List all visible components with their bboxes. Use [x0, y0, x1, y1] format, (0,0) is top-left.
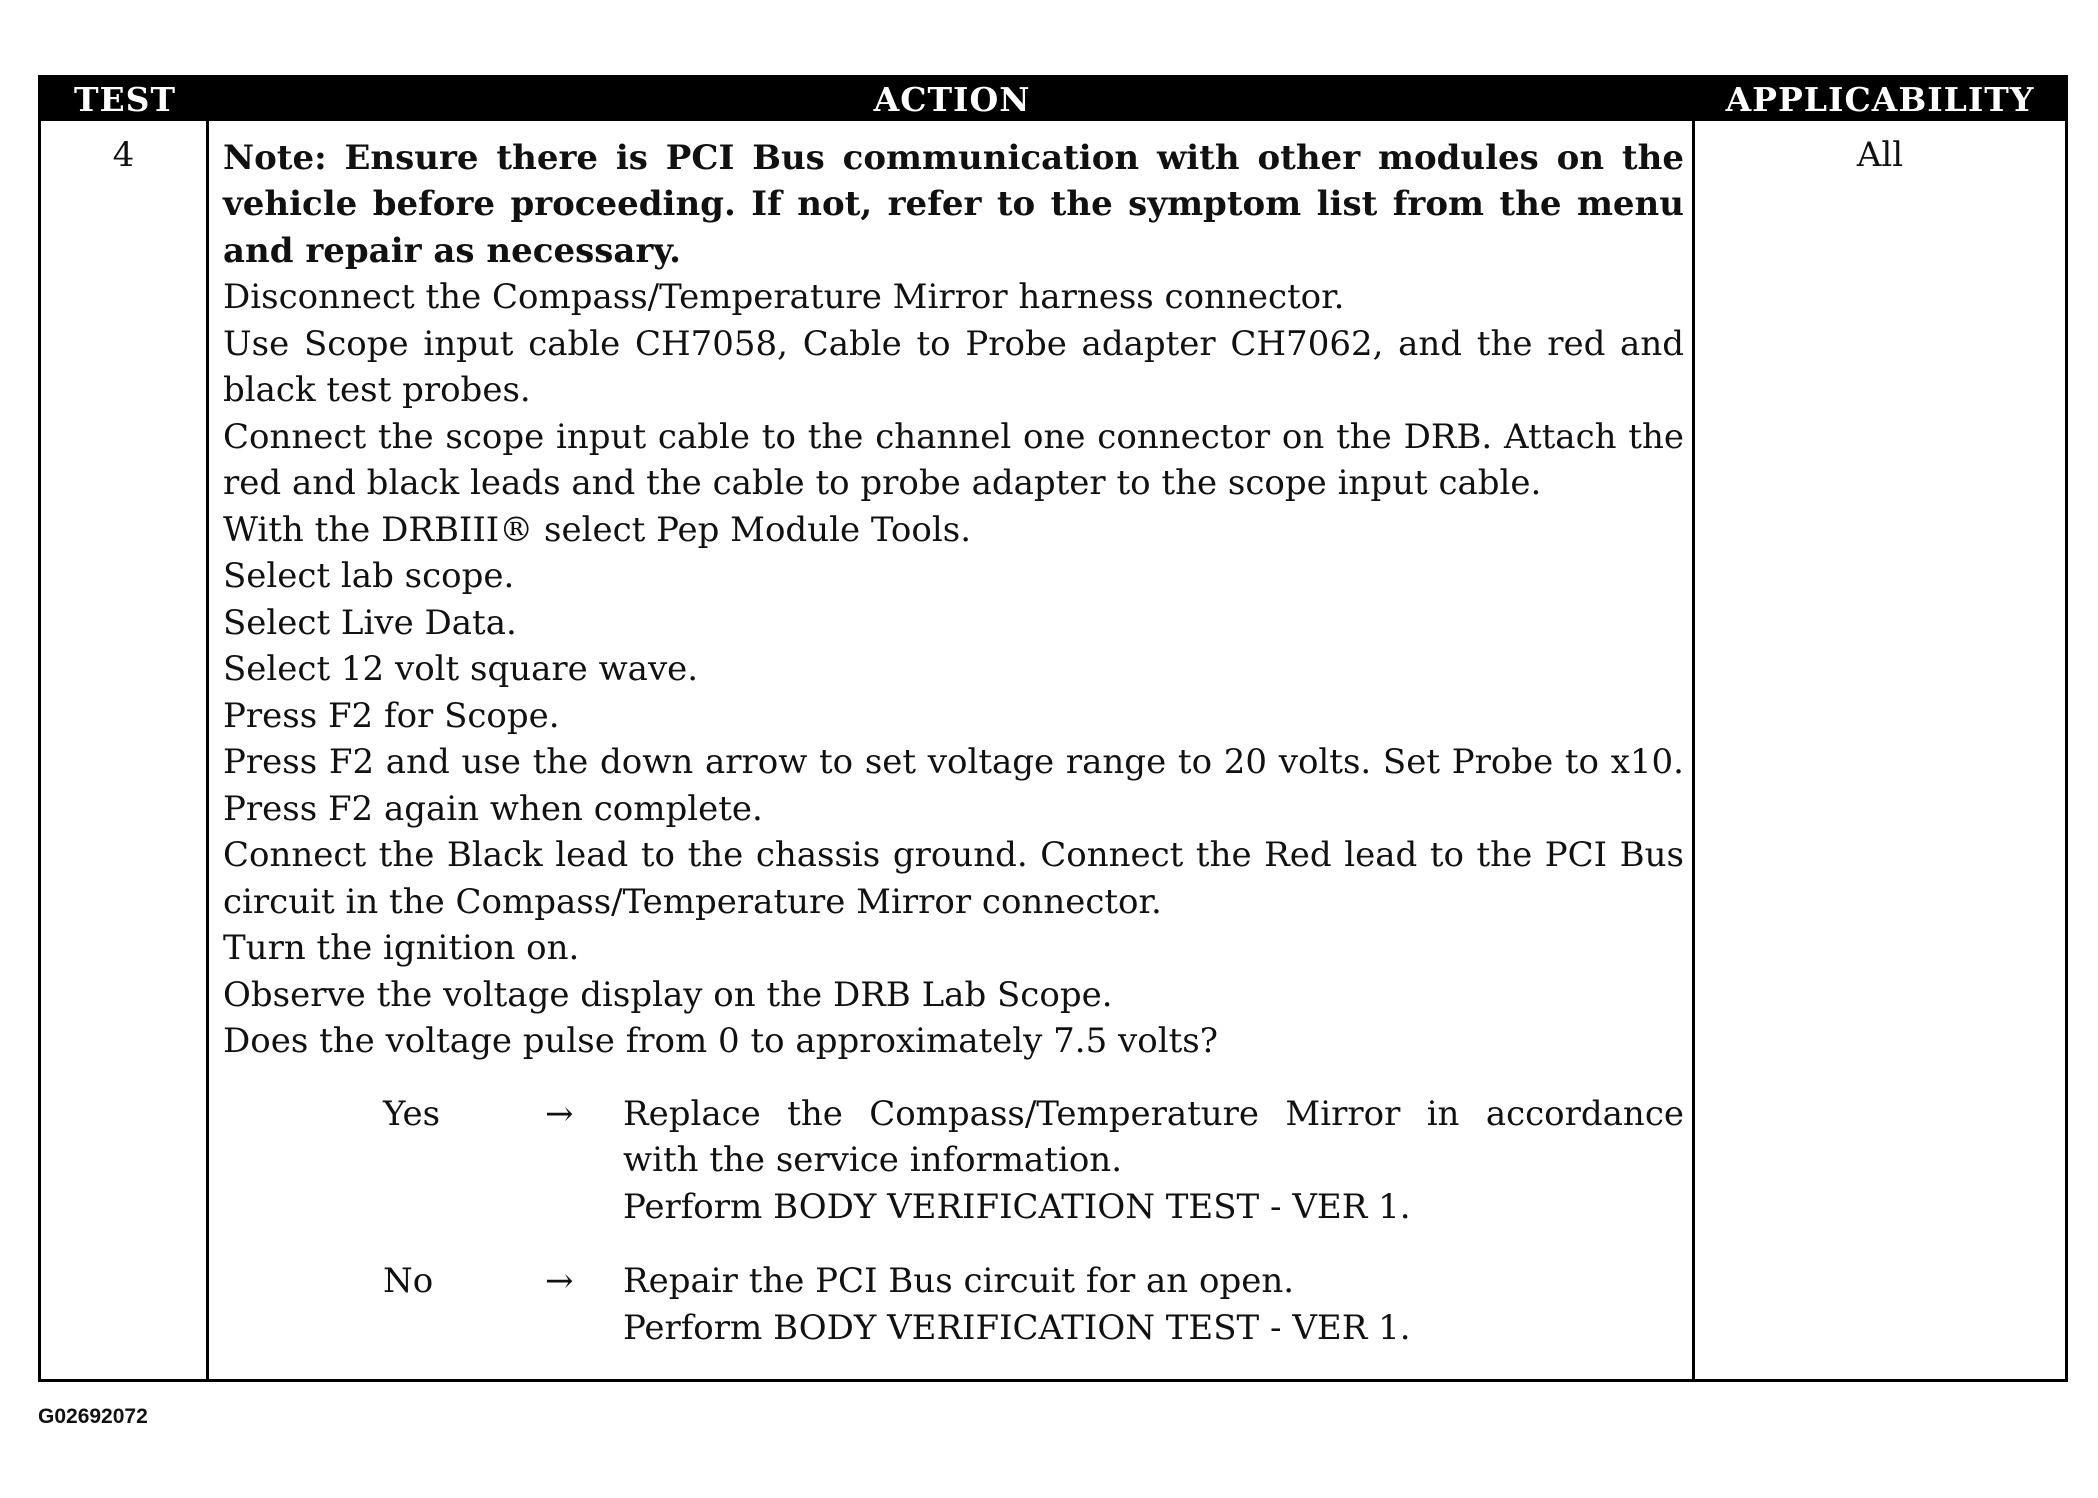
header-test: TEST	[73, 79, 177, 119]
right-arrow-icon: →	[545, 1093, 574, 1134]
table-row	[41, 121, 2065, 1380]
step-text: Use Scope input cable CH7058, Cable to Probe adapter CH7062, and the red and black test probes.	[223, 323, 1684, 410]
step-text: With the DRBIII® select Pep Module Tools.	[223, 509, 971, 550]
table-header	[41, 78, 2065, 121]
outcome-line: Replace the Compass/Temperature Mirror in accordance with the service information.	[623, 1093, 1684, 1180]
step-text: Disconnect the Compass/Temperature Mirror harness connector.	[223, 277, 1345, 317]
action-cell	[209, 121, 1695, 1380]
right-arrow-icon: →	[545, 1261, 574, 1301]
step-text: Select 12 volt square wave.	[223, 649, 699, 689]
step-text: Does the voltage pulse from 0 to approximately 7.5 volts?	[223, 1021, 1218, 1061]
step-text: Select Live Data.	[223, 602, 517, 643]
step-text: Observe the voltage display on the DRB Lab Scope.	[223, 974, 1113, 1015]
outcome-line: Repair the PCI Bus circuit for an open.	[623, 1261, 1295, 1301]
outcome-list	[223, 1091, 1684, 1352]
figure-id: G02692072	[38, 1405, 148, 1428]
outcome-text	[623, 1091, 1684, 1231]
step-text: Press F2 for Scope.	[223, 695, 560, 736]
step-text: Select lab scope.	[223, 556, 515, 596]
step-text: Connect the scope input cable to the channel one connector on the DRB. Attach the red and black leads and the cable to probe adapter to the scope input cable.	[223, 416, 1684, 503]
header-applicability: APPLICABILITY	[1725, 79, 2035, 119]
outcome-yes	[223, 1091, 1684, 1231]
outcome-text	[623, 1258, 1684, 1351]
outcome-label: No	[383, 1261, 434, 1301]
step-text: Turn the ignition on.	[223, 928, 580, 968]
applicability-value: All	[1856, 134, 1904, 175]
diagnostic-test-table	[38, 75, 2068, 1382]
step-text: Press F2 and use the down arrow to set voltage range to 20 volts. Set Probe to x10. Press F2 again when complete.	[223, 742, 1684, 829]
outcome-label: Yes	[383, 1093, 441, 1134]
outcome-no	[223, 1258, 1684, 1351]
outcome-line: Perform BODY VERIFICATION TEST - VER 1.	[623, 1307, 1411, 1348]
step-text: Connect the Black lead to the chassis ground. Connect the Red lead to the PCI Bus circuit in the Compass/Temperature Mirror connector.	[223, 835, 1684, 922]
header-action: ACTION	[873, 79, 1031, 119]
outcome-line: Perform BODY VERIFICATION TEST - VER 1.	[623, 1186, 1411, 1227]
note-text: Note: Ensure there is PCI Bus communication with other modules on the vehicle before proceeding. If not, refer to the symptom list from the menu and repair as necessary.	[223, 137, 1684, 271]
test-number: 4	[41, 121, 209, 1380]
